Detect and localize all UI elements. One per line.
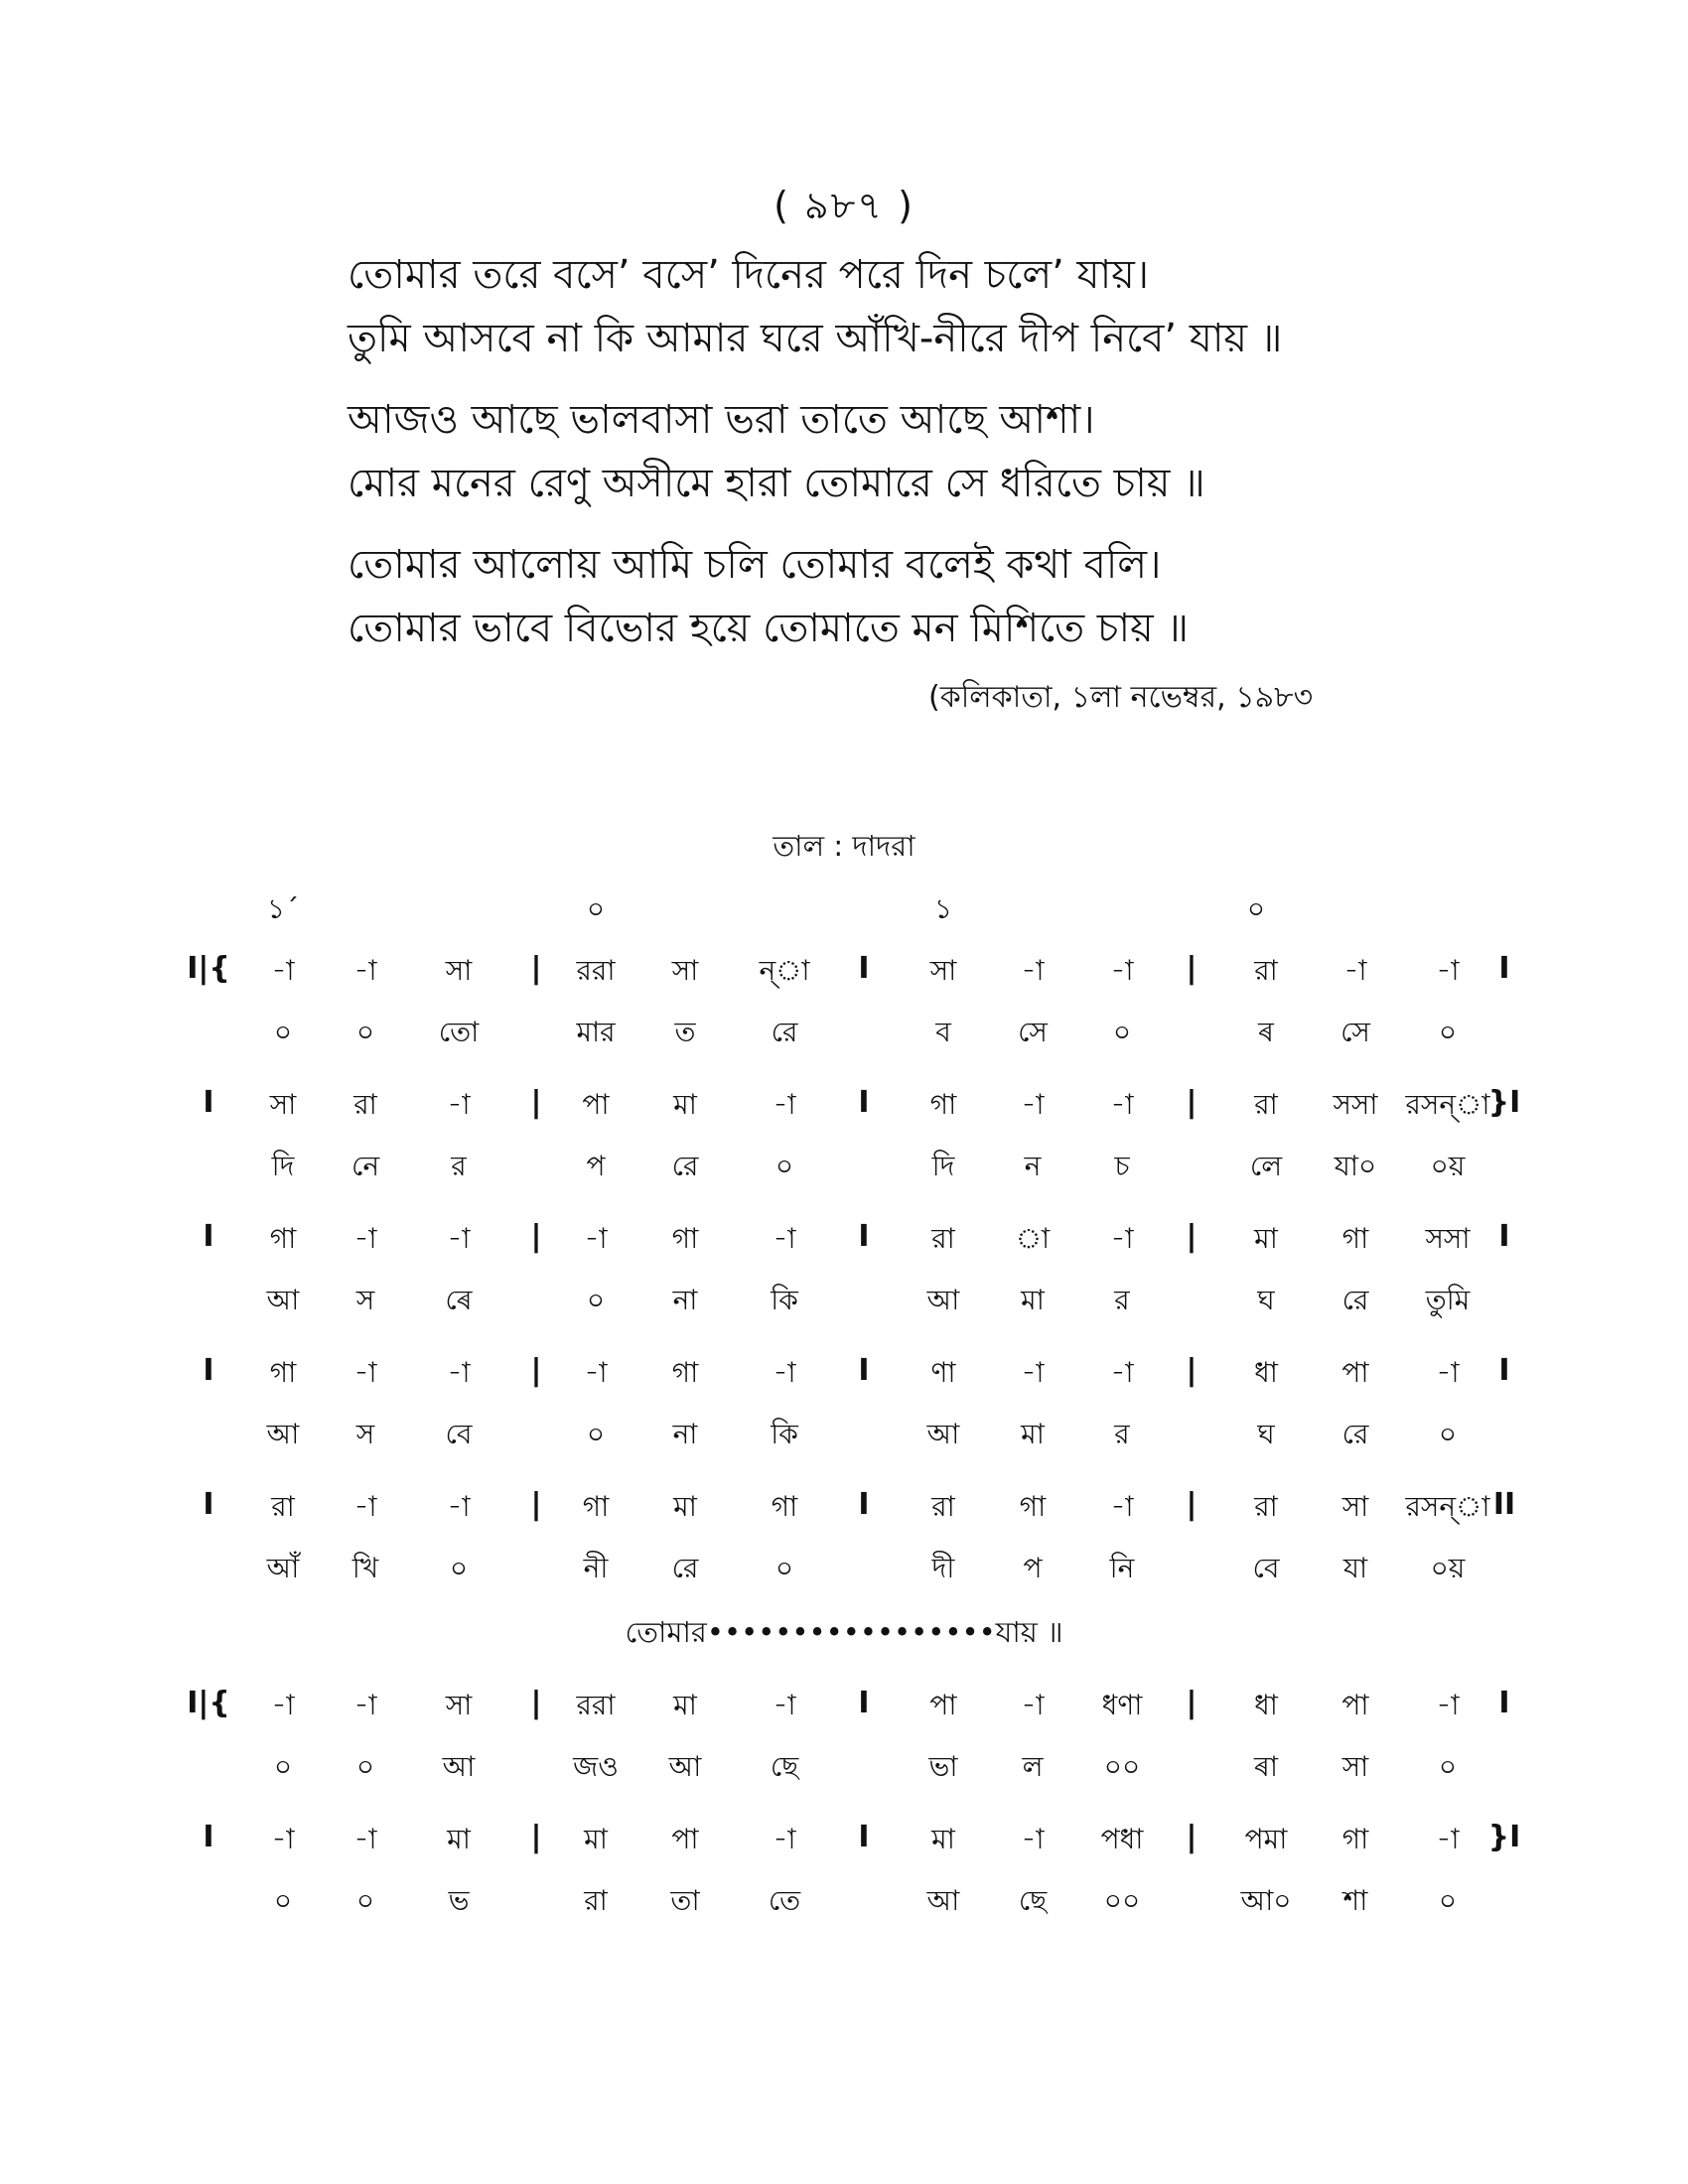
lyric-syllable: মার — [576, 1016, 616, 1048]
lyric-syllable: ০ — [1438, 1750, 1458, 1783]
swara-cell: -া — [353, 1490, 377, 1523]
page-number: ( ৯৮৭ ) — [774, 184, 914, 227]
lyric-syllable: তে — [768, 1884, 801, 1917]
lyric-syllable: ভ — [448, 1884, 470, 1917]
swara-cell: রা — [1254, 1088, 1278, 1121]
lyric-syllable: রে — [1341, 1418, 1369, 1450]
lyric-syllable: ৰ — [1258, 1016, 1274, 1048]
swara-cell: পমা — [1244, 1823, 1288, 1855]
refrain-line: তোমার•••••••••••••••••যায় ॥ — [625, 1615, 1063, 1649]
barline: | — [530, 1353, 542, 1388]
swara-cell: -া — [773, 1823, 796, 1855]
lyric-syllable: আ — [266, 1418, 300, 1450]
beat-mark: ০ — [1246, 892, 1266, 925]
lyric-syllable: ০ — [1438, 1016, 1458, 1048]
lyric-syllable: ০য় — [1430, 1552, 1466, 1584]
swara-cell: -া — [1436, 1689, 1460, 1721]
lyric-syllable: রে — [671, 1552, 699, 1584]
swara-cell: -া — [1021, 954, 1045, 987]
swara-cell: মা — [673, 1088, 697, 1121]
swara-cell: মা — [447, 1823, 471, 1855]
barline: I — [858, 1085, 870, 1120]
lyric-syllable: আ০ — [1240, 1884, 1292, 1917]
lyric-syllable: দী — [931, 1552, 955, 1584]
swara-cell: -া — [1110, 954, 1134, 987]
lyric-syllable: সে — [1018, 1016, 1048, 1048]
lyric-syllable: স — [355, 1284, 375, 1316]
swara-cell: -া — [1021, 1088, 1045, 1121]
swara-cell: রা — [353, 1088, 377, 1121]
lyric-syllable: যা — [1342, 1552, 1368, 1584]
swara-cell: সসা — [1333, 1088, 1378, 1121]
barline: | — [1186, 1686, 1197, 1720]
swara-cell: া — [1015, 1222, 1051, 1255]
swara-cell: -া — [773, 1222, 796, 1255]
swara-cell: মা — [673, 1490, 697, 1523]
swara-cell: -া — [1436, 954, 1460, 987]
swara-cell: পধা — [1100, 1823, 1144, 1855]
barline: I — [858, 1686, 870, 1720]
swara-cell: গা — [1019, 1490, 1047, 1523]
lyric-syllable: জও — [573, 1750, 619, 1783]
lyric-syllable: ৰে — [445, 1284, 473, 1316]
lyric-line: মোর মনের রেণু অসীমে হারা তোমারে সে ধরিতে চায় ॥ — [348, 461, 1205, 506]
swara-cell: পা — [671, 1823, 699, 1855]
swara-cell: -া — [1110, 1088, 1134, 1121]
swara-cell: -া — [1110, 1222, 1134, 1255]
barline: | — [1186, 951, 1197, 986]
row-close-bar: }I — [1487, 1820, 1521, 1854]
lyric-syllable: ০ — [586, 1418, 606, 1450]
swara-cell: সা — [1341, 1490, 1369, 1523]
swara-cell: -া — [353, 1356, 377, 1389]
swara-cell: -া — [773, 1088, 796, 1121]
swara-cell: ণা — [930, 1356, 956, 1389]
barline: | — [1186, 1353, 1197, 1388]
lyric-syllable: কি — [771, 1418, 798, 1450]
barline: | — [1186, 1820, 1197, 1854]
lyric-syllable: ০ — [449, 1552, 469, 1584]
swara-cell: -া — [584, 1356, 608, 1389]
barline: I — [858, 1487, 870, 1522]
row-close-bar: I — [1498, 1353, 1510, 1388]
lyric-line: তোমার আলোয় আমি চলি তোমার বলেই কথা বলি। — [348, 542, 1162, 588]
row-close-bar: I — [1498, 1686, 1510, 1720]
lyric-syllable: ০০ — [1103, 1884, 1141, 1917]
swara-cell: ধা — [1254, 1356, 1278, 1389]
lyric-syllable: প — [586, 1150, 606, 1182]
swara-cell: ন্‌া — [759, 954, 810, 987]
lyric-syllable: রা — [584, 1884, 608, 1917]
lyric-syllable: যা০ — [1334, 1150, 1377, 1182]
swara-cell: পা — [929, 1689, 957, 1721]
lyric-syllable: র — [1114, 1284, 1130, 1316]
swara-cell: -া — [1021, 1689, 1045, 1721]
lyric-syllable: আ — [926, 1418, 960, 1450]
swara-cell: গা — [269, 1356, 297, 1389]
swara-cell: -া — [1021, 1356, 1045, 1389]
lyric-syllable: ভা — [928, 1750, 958, 1783]
swara-cell: রা — [931, 1222, 955, 1255]
row-open-bar: I — [203, 1085, 214, 1120]
lyric-syllable: তো — [438, 1016, 480, 1048]
swara-cell: -া — [353, 1689, 377, 1721]
swara-cell: সা — [671, 954, 699, 987]
lyric-syllable: না — [672, 1418, 698, 1450]
lyric-syllable: ঘ — [1257, 1418, 1275, 1450]
beat-mark: ১´ — [266, 892, 300, 925]
barline: | — [530, 1820, 542, 1854]
swara-cell: সসা — [1425, 1222, 1471, 1255]
lyric-line: আজও আছে ভালবাসা ভরা তাতে আছে আশা। — [348, 397, 1095, 443]
swara-cell: -া — [1436, 1823, 1460, 1855]
lyric-syllable: মা — [1021, 1418, 1045, 1450]
lyric-syllable: ৰা — [1254, 1750, 1278, 1783]
swara-cell: রা — [271, 1490, 295, 1523]
swara-cell: পা — [1341, 1689, 1369, 1721]
swara-cell: -া — [271, 954, 295, 987]
lyric-syllable: লে — [1249, 1150, 1283, 1182]
lyric-syllable: ০ — [1112, 1016, 1132, 1048]
lyric-syllable: ০ — [355, 1016, 375, 1048]
lyric-syllable: রে — [771, 1016, 798, 1048]
swara-cell: -া — [447, 1490, 471, 1523]
lyric-syllable: তা — [670, 1884, 700, 1917]
swara-cell: সা — [929, 954, 957, 987]
lyric-syllable: খি — [352, 1552, 379, 1584]
swara-cell: সা — [445, 954, 473, 987]
lyric-syllable: স — [355, 1418, 375, 1450]
lyric-line: তোমার ভাবে বিভোর হয়ে তোমাতে মন মিশিতে চায় ॥ — [348, 606, 1189, 651]
swara-cell: -া — [1343, 954, 1367, 987]
lyric-syllable: নি — [1109, 1552, 1135, 1584]
lyric-syllable: আ — [926, 1884, 960, 1917]
lyric-syllable: বে — [445, 1418, 473, 1450]
swara-cell: রসন্‌া — [1405, 1490, 1490, 1523]
lyric-syllable: ন — [1024, 1150, 1042, 1182]
row-open-bar: I — [203, 1353, 214, 1388]
lyric-syllable: ০ — [774, 1150, 794, 1182]
swara-cell: -া — [1110, 1490, 1134, 1523]
lyric-syllable: ০ — [355, 1884, 375, 1917]
barline: I — [858, 1820, 870, 1854]
lyric-syllable: র — [1114, 1418, 1130, 1450]
lyric-syllable: মা — [1021, 1284, 1045, 1316]
row-close-bar: I — [1498, 1219, 1510, 1254]
barline: | — [530, 1686, 542, 1720]
lyric-syllable: ০ — [774, 1552, 794, 1584]
lyric-syllable: ল — [1022, 1750, 1044, 1783]
barline: I — [858, 1353, 870, 1388]
lyric-syllable: নী — [583, 1552, 609, 1584]
barline: I — [858, 951, 870, 986]
lyric-syllable: আ — [266, 1284, 300, 1316]
lyric-syllable: তুমি — [1425, 1284, 1471, 1316]
swara-cell: -া — [1021, 1823, 1045, 1855]
beat-mark: ০ — [586, 892, 606, 925]
lyric-syllable: ০০ — [1103, 1750, 1141, 1783]
barline: | — [1186, 1085, 1197, 1120]
lyric-syllable: কি — [771, 1284, 798, 1316]
lyric-line: তোমার তরে বসে’ বসে’ দিনের পরে দিন চলে’ যায়। — [348, 252, 1150, 298]
lyric-syllable: বে — [1252, 1552, 1280, 1584]
lyric-syllable: ঘ — [1257, 1284, 1275, 1316]
swara-cell: গা — [269, 1222, 297, 1255]
row-open-bar: I — [203, 1820, 214, 1854]
row-open-bar: I|{ — [187, 1686, 230, 1720]
beat-mark: ১ — [933, 892, 953, 925]
row-open-bar: I|{ — [187, 951, 230, 986]
swara-cell: মা — [931, 1823, 955, 1855]
swara-cell: -া — [773, 1356, 796, 1389]
swara-cell: -া — [271, 1823, 295, 1855]
lyric-syllable: রে — [1341, 1284, 1369, 1316]
swara-cell: পা — [1341, 1356, 1369, 1389]
swara-cell: গা — [1341, 1823, 1369, 1855]
swara-cell: মা — [673, 1689, 697, 1721]
swara-cell: গা — [771, 1490, 798, 1523]
lyric-syllable: ছে — [1018, 1884, 1048, 1917]
barline: | — [1186, 1487, 1197, 1522]
lyric-syllable: ০য় — [1430, 1150, 1466, 1182]
lyric-syllable: শা — [1342, 1884, 1368, 1917]
swara-cell: গা — [1341, 1222, 1369, 1255]
lyric-syllable: দি — [271, 1150, 295, 1182]
swara-cell: -া — [773, 1689, 796, 1721]
row-close-bar: I — [1498, 951, 1510, 986]
lyric-syllable: নে — [351, 1150, 380, 1182]
barline: I — [858, 1219, 870, 1254]
swara-cell: গা — [671, 1222, 699, 1255]
lyric-syllable: ০ — [1438, 1884, 1458, 1917]
barline: | — [1186, 1219, 1197, 1254]
lyric-syllable: ০ — [355, 1750, 375, 1783]
row-open-bar: I — [203, 1219, 214, 1254]
swara-cell: গা — [929, 1088, 957, 1121]
lyric-syllable: আ — [926, 1284, 960, 1316]
swara-cell: রা — [1254, 1490, 1278, 1523]
date-line: (কলিকাতা, ১লা নভেম্বর, ১৯৮৩ — [928, 680, 1314, 715]
swara-cell: ররা — [576, 1689, 616, 1721]
swara-cell: ররা — [576, 954, 616, 987]
lyric-syllable: আ — [442, 1750, 476, 1783]
lyric-syllable: ০ — [1438, 1418, 1458, 1450]
lyric-syllable: ব — [935, 1016, 951, 1048]
swara-cell: -া — [447, 1356, 471, 1389]
lyric-syllable: ০ — [586, 1284, 606, 1316]
lyric-syllable: প — [1023, 1552, 1043, 1584]
lyric-syllable: রে — [671, 1150, 699, 1182]
swara-cell: -া — [447, 1088, 471, 1121]
lyric-syllable: দি — [931, 1150, 955, 1182]
lyric-syllable: ০ — [273, 1750, 293, 1783]
lyric-syllable: ০ — [273, 1884, 293, 1917]
lyric-syllable: র — [451, 1150, 467, 1182]
lyric-syllable: আ — [668, 1750, 702, 1783]
row-close-bar: }I — [1487, 1085, 1521, 1120]
swara-cell: গা — [671, 1356, 699, 1389]
swara-cell: সা — [445, 1689, 473, 1721]
swara-cell: মা — [1254, 1222, 1278, 1255]
row-close-bar: II — [1492, 1487, 1516, 1522]
lyric-syllable: না — [672, 1284, 698, 1316]
swara-cell: রা — [1254, 954, 1278, 987]
swara-cell: ধণা — [1101, 1689, 1143, 1721]
lyric-syllable: ০ — [273, 1016, 293, 1048]
lyric-line: তুমি আসবে না কি আমার ঘরে আঁখি-নীরে দীপ নিবে’ যায় ॥ — [348, 316, 1283, 361]
swara-cell: -া — [447, 1222, 471, 1255]
lyric-syllable: সা — [1341, 1750, 1369, 1783]
lyric-syllable: ত — [674, 1016, 696, 1048]
swara-cell: -া — [584, 1222, 608, 1255]
tala-heading: তাল : দাদরা — [773, 829, 915, 863]
swara-cell: মা — [584, 1823, 608, 1855]
swara-cell: সা — [269, 1088, 297, 1121]
swara-cell: রা — [931, 1490, 955, 1523]
lyric-syllable: চ — [1114, 1150, 1130, 1182]
swara-cell: গা — [582, 1490, 610, 1523]
row-open-bar: I — [203, 1487, 214, 1522]
barline: | — [530, 1219, 542, 1254]
lyric-syllable: সে — [1340, 1016, 1370, 1048]
swara-cell: -া — [353, 1222, 377, 1255]
swara-cell: -া — [353, 1823, 377, 1855]
barline: | — [530, 1487, 542, 1522]
lyric-syllable: আঁ — [266, 1552, 300, 1584]
swara-cell: -া — [271, 1689, 295, 1721]
barline: | — [530, 951, 542, 986]
barline: | — [530, 1085, 542, 1120]
swara-cell: -া — [1110, 1356, 1134, 1389]
swara-cell: পা — [582, 1088, 610, 1121]
lyric-syllable: ছে — [770, 1750, 799, 1783]
swara-cell: ধা — [1254, 1689, 1278, 1721]
swara-cell: -া — [353, 954, 377, 987]
swara-cell: -া — [1436, 1356, 1460, 1389]
swara-cell: রসন্‌া — [1405, 1088, 1490, 1121]
